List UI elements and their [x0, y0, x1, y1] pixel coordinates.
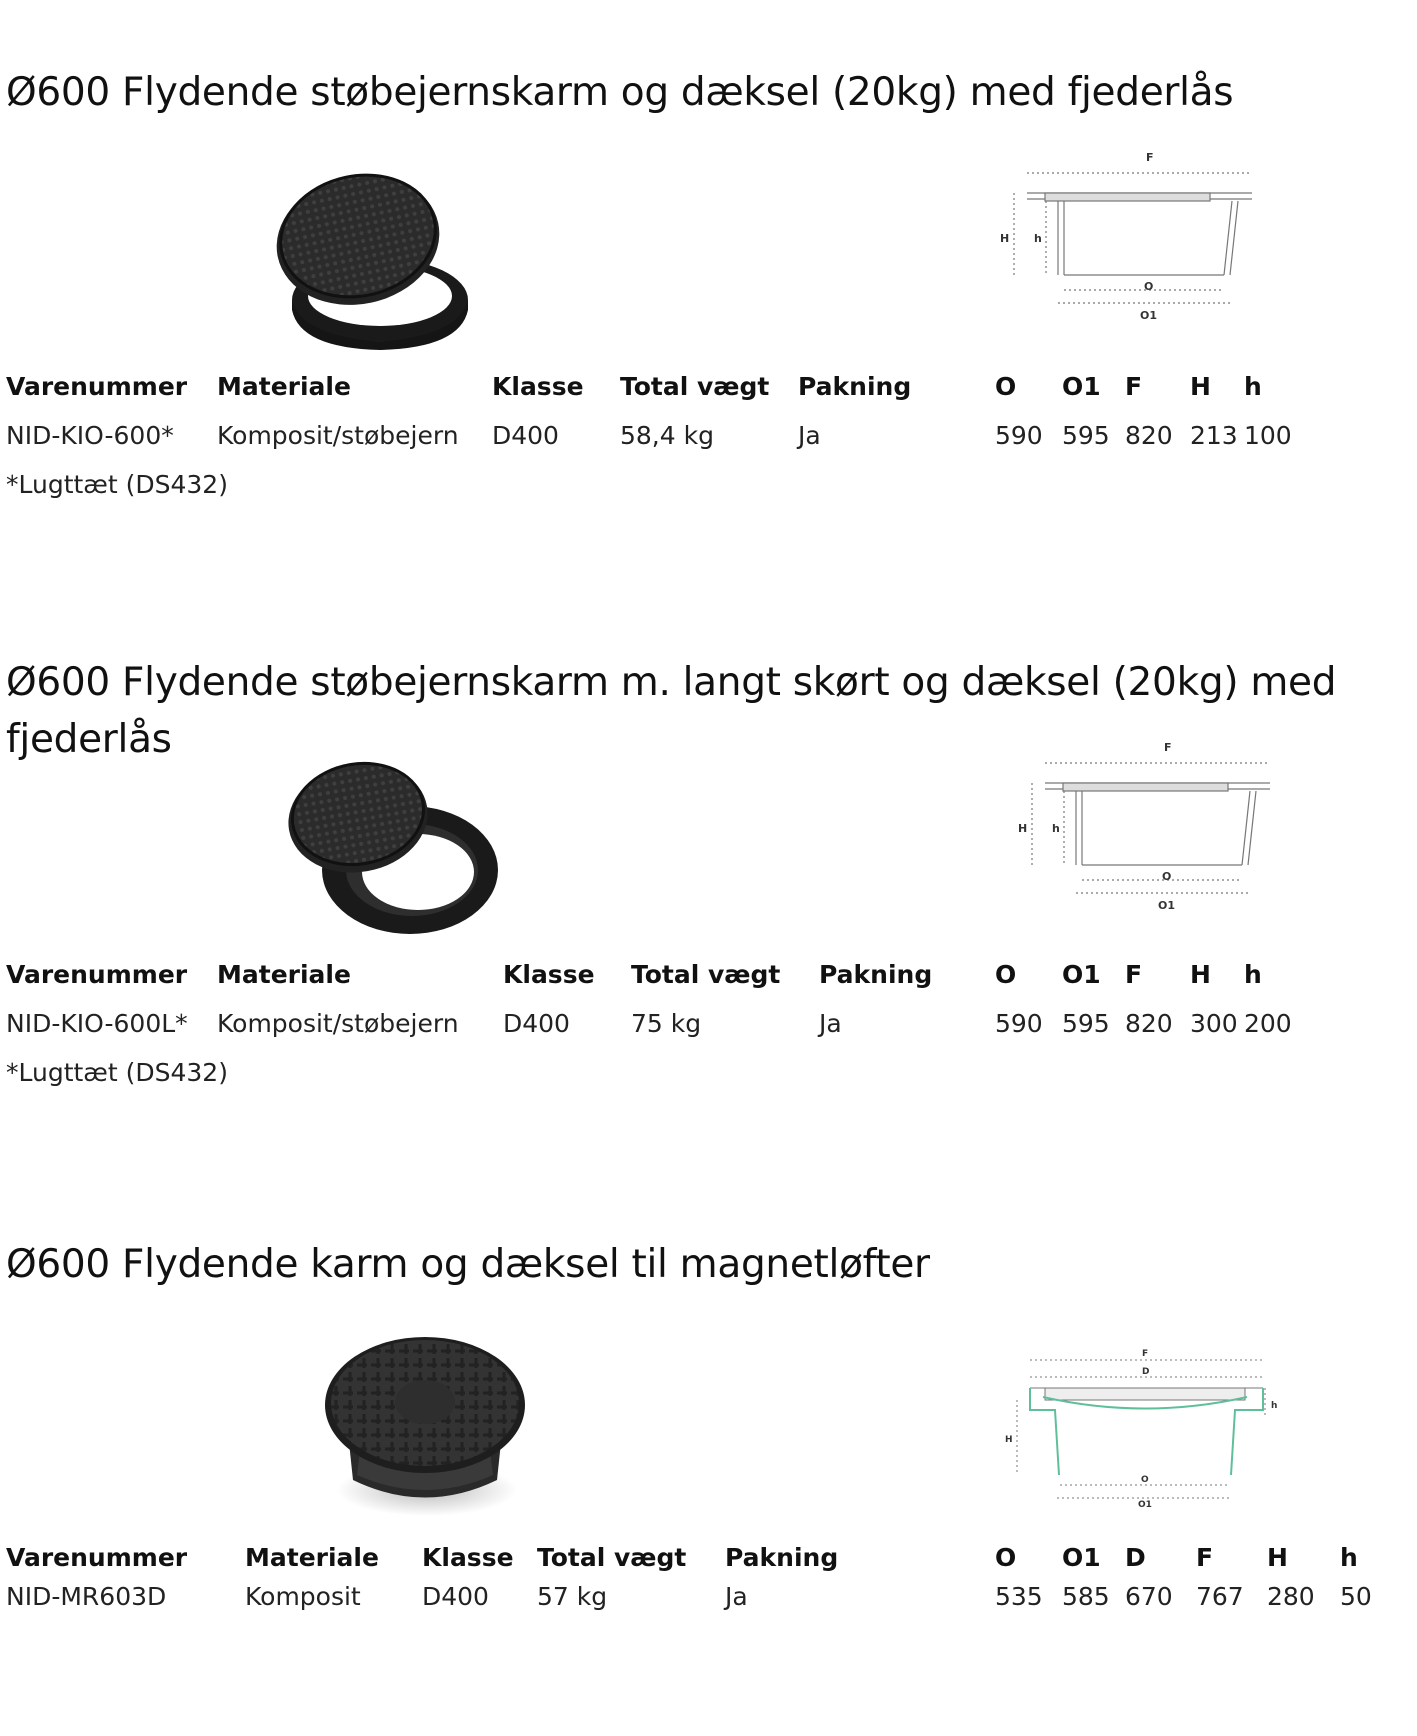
value-pakning: Ja	[819, 1009, 842, 1038]
diagram-label-H: H	[1005, 1435, 1013, 1445]
col-dim-O: O	[995, 1543, 1017, 1572]
manhole-cover-photo	[280, 760, 500, 940]
diagram-label-O: O	[1141, 1475, 1149, 1485]
value-dim-O1: 585	[1062, 1582, 1110, 1611]
value-dim-H: 213	[1190, 421, 1238, 450]
col-klasse: Klasse	[503, 960, 595, 989]
value-materiale: Komposit/støbejern	[217, 1009, 459, 1038]
col-dim-h: h	[1244, 372, 1262, 401]
col-dim-D: D	[1125, 1543, 1146, 1572]
diagram-label-H: H	[1000, 232, 1010, 245]
diagram-label-O1: O1	[1158, 899, 1176, 912]
cross-section-diagram	[1018, 735, 1288, 920]
col-total-vaegt: Total vægt	[620, 372, 770, 401]
product-title: Ø600 Flydende støbejernskarm og dæksel (20kg) med fjederlås	[6, 70, 1234, 115]
value-varenummer: NID-KIO-600*	[6, 421, 174, 450]
diagram-label-H: H	[1018, 822, 1028, 835]
manhole-cover-photo	[270, 150, 470, 350]
col-materiale: Materiale	[217, 372, 351, 401]
diagram-label-F: F	[1164, 741, 1172, 754]
col-dim-F: F	[1125, 960, 1143, 989]
col-total-vaegt: Total vægt	[537, 1543, 687, 1572]
col-dim-O1: O1	[1062, 960, 1101, 989]
col-dim-O: O	[995, 960, 1017, 989]
col-dim-F: F	[1125, 372, 1143, 401]
col-pakning: Pakning	[819, 960, 933, 989]
col-dim-H: H	[1267, 1543, 1288, 1572]
value-materiale: Komposit/støbejern	[217, 421, 459, 450]
value-varenummer: NID-KIO-600L*	[6, 1009, 188, 1038]
col-klasse: Klasse	[492, 372, 584, 401]
value-dim-O: 535	[995, 1582, 1043, 1611]
col-varenummer: Varenummer	[6, 960, 188, 989]
value-pakning: Ja	[725, 1582, 748, 1611]
col-dim-H: H	[1190, 372, 1211, 401]
col-dim-F: F	[1196, 1543, 1214, 1572]
value-dim-H: 280	[1267, 1582, 1315, 1611]
value-dim-O1: 595	[1062, 421, 1110, 450]
value-dim-D: 670	[1125, 1582, 1173, 1611]
value-dim-F: 820	[1125, 421, 1173, 450]
value-varenummer: NID-MR603D	[6, 1582, 167, 1611]
col-dim-O: O	[995, 372, 1017, 401]
col-materiale: Materiale	[217, 960, 351, 989]
col-total-vaegt: Total vægt	[631, 960, 781, 989]
value-dim-O: 590	[995, 1009, 1043, 1038]
col-pakning: Pakning	[725, 1543, 839, 1572]
value-dim-h: 200	[1244, 1009, 1292, 1038]
col-pakning: Pakning	[798, 372, 912, 401]
diagram-label-D: D	[1142, 1367, 1150, 1377]
value-dim-h: 50	[1340, 1582, 1372, 1611]
footnote: *Lugttæt (DS432)	[6, 1058, 228, 1087]
col-dim-O1: O1	[1062, 372, 1101, 401]
product-title: Ø600 Flydende karm og dæksel til magnetløfter	[6, 1242, 930, 1287]
col-materiale: Materiale	[245, 1543, 379, 1572]
value-klasse: D400	[503, 1009, 570, 1038]
diagram-label-O1: O1	[1138, 1500, 1152, 1510]
value-pakning: Ja	[798, 421, 821, 450]
value-total-vaegt: 57 kg	[537, 1582, 608, 1611]
value-klasse: D400	[492, 421, 559, 450]
value-materiale: Komposit	[245, 1582, 361, 1611]
col-klasse: Klasse	[422, 1543, 514, 1572]
value-dim-F: 767	[1196, 1582, 1244, 1611]
value-dim-O1: 595	[1062, 1009, 1110, 1038]
manhole-cover-photo	[315, 1330, 535, 1520]
col-dim-h: h	[1340, 1543, 1358, 1572]
col-dim-H: H	[1190, 960, 1211, 989]
cross-section-diagram	[995, 1345, 1285, 1510]
col-dim-O1: O1	[1062, 1543, 1101, 1572]
value-dim-H: 300	[1190, 1009, 1238, 1038]
diagram-label-h: h	[1052, 822, 1060, 835]
product-title: Ø600 Flydende støbejernskarm m. langt skørt og dæksel (20kg) med fjederlås	[6, 660, 1337, 762]
value-dim-h: 100	[1244, 421, 1292, 450]
value-total-vaegt: 58,4 kg	[620, 421, 714, 450]
col-dim-h: h	[1244, 960, 1262, 989]
value-klasse: D400	[422, 1582, 489, 1611]
value-dim-F: 820	[1125, 1009, 1173, 1038]
footnote: *Lugttæt (DS432)	[6, 470, 228, 499]
diagram-label-h: h	[1271, 1401, 1278, 1411]
col-varenummer: Varenummer	[6, 1543, 188, 1572]
value-total-vaegt: 75 kg	[631, 1009, 702, 1038]
diagram-label-O1: O1	[1140, 309, 1158, 322]
value-dim-O: 590	[995, 421, 1043, 450]
diagram-label-O: O	[1144, 280, 1154, 293]
diagram-label-h: h	[1034, 232, 1042, 245]
col-varenummer: Varenummer	[6, 372, 188, 401]
diagram-label-F: F	[1142, 1349, 1149, 1359]
cross-section-diagram	[1000, 145, 1270, 330]
diagram-label-F: F	[1146, 151, 1154, 164]
diagram-label-O: O	[1162, 870, 1172, 883]
